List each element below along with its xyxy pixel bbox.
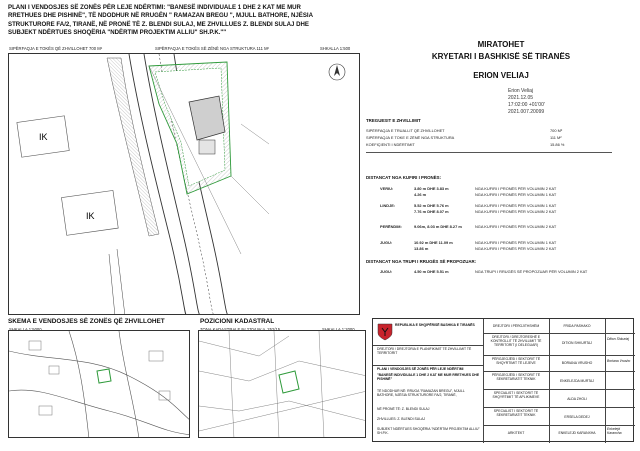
project-owner: NË PRONË TË: Z. BLENDI SULAJ [377, 407, 430, 411]
ik-label: IK [86, 211, 95, 221]
direction-label: PERËNDIM: [380, 224, 402, 229]
distance-desc: NGA KUFIRI I PRONËS PËR VOLUMIN 1 KAT [475, 240, 557, 245]
emblem-icon [377, 323, 393, 341]
tb-divider [483, 371, 635, 372]
distance-desc: NGA KUFIRI I PRONËS PËR VOLUMIN 2 KAT [475, 209, 557, 214]
cadastral-parcel [279, 371, 299, 393]
role-signature: Boriana Vrusho [607, 359, 631, 363]
structure-area-label: SIPËRFAQJA E TOKËS SË ZËNË NGA STRUKTURA 111 M² [155, 46, 269, 51]
distance-desc: NGA KUFIRI I PRONËS PËR VOLUMIN 2 KAT [475, 186, 557, 191]
project-label: PLANI I VENDOSJES SË ZONËS PËR LEJE NDËRTIMI [377, 367, 464, 371]
distance-value: 5.52 m DHE 5.76 m [414, 203, 449, 208]
divider [366, 152, 612, 153]
signature-name: Erion Veliaj [508, 88, 534, 94]
schema-title: SKEMA E VENDOSJES SË ZONËS QË ZHVILLOHET [8, 318, 165, 325]
project-developer: ZHVILLUES: Z. BLENDI SULAJ [377, 417, 426, 421]
tb-divider [483, 355, 635, 356]
indicator-value: 111 M² [550, 135, 562, 140]
plan-title-line: STRUKTURORE FA/2, TIRANË, NË PRONË TË Z. BLENDI SULAJ, ME ZHVILLUES Z. BLENDI SULAJ DHE [8, 20, 309, 28]
distance-desc: NGA KUFIRI I PRONËS PËR VOLUMIN 1 KAT [475, 192, 557, 197]
role-title: DREJTORI / DREJTORESHË E KONTROLLIT TË ZHVILLIMIT TË TERRITORIT (I DELEGUAR) [490, 335, 542, 348]
mayor-name: ERION VELIAJ [473, 71, 529, 80]
project-location: TË NDODHUR NË: RRUGA "RAMAZAN BREGU", MJULL BATHORE, NJËSIA STRUKTURORE FA/2, TIRANË, [377, 389, 465, 398]
plan-title-line: RRETHUES DHE PISHINË", TË NDODHUR NË RRUGËN " RAMAZAN BREGU ", MJULL BATHORE, NJËSIA [8, 12, 314, 20]
direction-label: JUGU: [380, 269, 393, 274]
ik-label: IK [39, 132, 48, 142]
schema-highlight [97, 369, 111, 383]
distance-value: 7.76 m DHE 8.07 m [414, 209, 449, 214]
indicator-label: SIPËRFAQJA E TOKE E ZËNË NGA STRUKTURA [366, 135, 455, 140]
land-area-label: SIPËRFAQJA E TOKËS QË ZHVILLOHET 700 M² [9, 46, 103, 51]
road-distances-title: DISTANCAT NGA TRUPI I RRUGËS SË PROPOZUAR: [366, 259, 477, 264]
role-title: SPECIALIST I SEKTORIT TË SEKRETARIATIT TEKNIK [493, 409, 539, 418]
distance-value: 13.86 m [414, 246, 429, 251]
site-plan-svg [9, 54, 360, 315]
signature-date: 2021.12.05 [508, 95, 534, 101]
project-name: "BANESË INDIVIDUALE 1 DHE 2 KAT ME MUR RRETHUES DHE PISHINË" [377, 373, 480, 382]
survey-line [109, 254, 115, 315]
signature-ref: 2021.007.20099 [508, 109, 545, 115]
role-person: BORIANA VRUSHO [561, 361, 593, 365]
dimension-line [241, 124, 269, 144]
role-title: PËRGJEGJËSI I SEKTORIT TË SEKRETARIATIT TEKNIK [491, 373, 541, 382]
role-person: DITION SHKURTAJ [561, 341, 592, 345]
indicator-label: SIPËRFAQJA E TRUALLIT QË ZHVILLOHET [366, 128, 445, 133]
distance-desc: NGA TRUPI I RRUGËS SË PROPOZUAR PËR VOLUMIN 2 KAT [475, 269, 588, 274]
tb-divider [483, 425, 635, 426]
cadastral-map [198, 330, 366, 438]
direction-label: VERIU: [380, 186, 394, 191]
hatched-band [107, 58, 159, 236]
role-title: ARKITEKT [507, 431, 525, 435]
cadastral-svg [199, 331, 366, 438]
distance-desc: NGA KUFIRI I PRONËS PËR VOLUMIN 2 KAT [475, 224, 557, 229]
role-title: PËRGJEGJËSI I SEKTORIT TË SHQYRTIMIT TË LEJEVE [491, 357, 541, 366]
north-arrow [329, 64, 345, 80]
role-person: FRIDA PASHAKO [563, 324, 591, 328]
building-annex [199, 140, 215, 154]
tb-divider [373, 345, 483, 346]
role-signature: Dition Shkurtaj [607, 337, 630, 341]
title-block [372, 318, 634, 442]
plan-title-line: SUBJEKT NDËRTUES SHOQËRIA "NDËRTIM PROJEKTIM ALLIU" SH.P.K."" [8, 29, 227, 37]
role-title: DREJTORI I PËRGJITHSHËM [492, 324, 540, 328]
tb-divider [483, 389, 635, 390]
role-signature: Enkelejd Karanxha [607, 427, 622, 436]
indicator-value: 700 M² [550, 128, 563, 133]
plan-scale-label: SHKALLA 1:500 [320, 46, 351, 51]
plan-title-line: PLANI I VENDOSJES SË ZONËS PËR LEJE NDËRTIMI: "BANESË INDIVIDUALE 1 DHE 2 KAT ME MUR [8, 4, 301, 11]
role-person: ENKELEJD KARANXHA [558, 431, 596, 435]
schema-svg [9, 331, 190, 438]
distance-value: 4.26 m [414, 192, 427, 197]
distance-desc: NGA KUFIRI I PRONËS PËR VOLUMIN 2 KAT [475, 246, 557, 251]
role-person: ALDA ZHOLI [567, 397, 587, 401]
plan-title [8, 4, 356, 38]
direction-label: JUGU: [380, 240, 393, 245]
dimension-line [231, 176, 269, 214]
project-builder: SUBJEKT NDËRTUES SHOQËRIA "NDËRTIM PROJEKTIM ALLIU" SH.P.K. [377, 427, 480, 436]
role-title: SPECIALIST I SEKTORIT TË SHQYRTIMIT TË APLIKIMEVE [492, 391, 540, 400]
distance-desc: NGA KUFIRI I PRONËS PËR VOLUMIN 1 KAT [475, 203, 557, 208]
approval-title: MIRATOHET [477, 40, 525, 49]
direction-label: LINDJE: [380, 203, 396, 208]
survey-line [117, 249, 125, 315]
distance-value: 4.50 m DHE 5.51 m [414, 269, 449, 274]
role-person: ENKELEJDA MURTAJ [560, 379, 594, 383]
indicator-label: KOEFIÇIENTI I NDËRTIMIT [366, 142, 415, 147]
tb-divider [373, 365, 483, 366]
tb-divider [483, 407, 635, 408]
distance-value: 10.92 m DHE 11.09 m [414, 240, 453, 245]
org-name: REPUBLIKA E SHQIPËRISË BASHKIA E TIRANËS [395, 323, 475, 327]
cadastral-title: POZICIONI KADASTRAL [200, 318, 275, 325]
schema-map [8, 330, 190, 438]
role-person: ERSELA DEDEJ [564, 415, 590, 419]
indicator-value: 15.86 % [550, 142, 565, 147]
indicators-title: TREGUESIT E ZHVILLIMIT [366, 118, 421, 123]
tb-divider [483, 333, 635, 334]
site-plan-drawing [8, 53, 360, 315]
distance-value: 9.06m, 8.03 m DHE 8.27 m [414, 224, 462, 229]
distance-value: 3.80 m DHE 3.83 m [414, 186, 449, 191]
signature-time: 17:02:00 +01'00' [508, 102, 545, 108]
mayor-office: KRYETARI I BASHKISË SË TIRANËS [431, 52, 571, 61]
distances-title: DISTANCAT NGA KUFIRI I PRONËS: [366, 175, 442, 180]
dept-name: DREJTORI / DREJTORIA E PLANIFIKIMIT TË ZHVILLIMIT TË TERRITORIT [377, 347, 472, 356]
